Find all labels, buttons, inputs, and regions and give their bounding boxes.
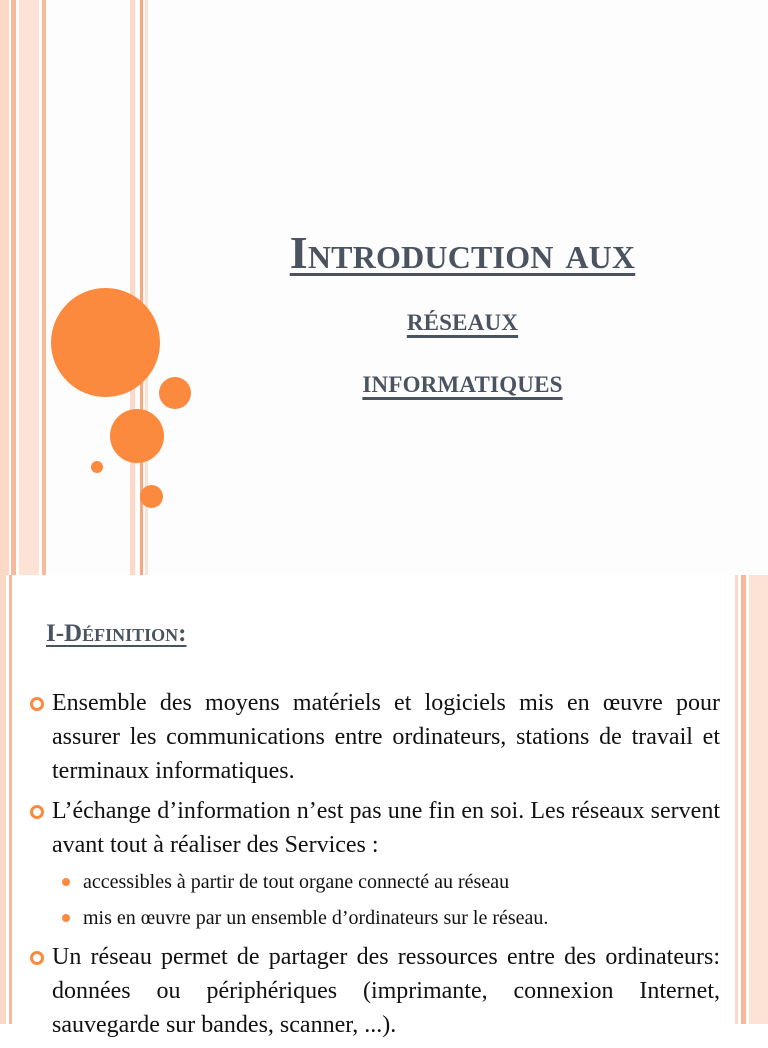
sub-bullet-text: mis en œuvre par un ensemble d’ordinateurs sur le réseau.	[83, 907, 549, 929]
bullet-text: L’échange d’information n’est pas une fin en soi. Les réseaux servent avant tout à réaliser des Services :	[52, 798, 720, 858]
title-line-2: réseaux	[406, 302, 519, 338]
decor-stripe	[735, 575, 738, 1024]
decor-stripe	[11, 0, 16, 575]
decor-stripe	[741, 575, 746, 1024]
decor-circle	[159, 377, 191, 409]
ring-bullet-icon	[30, 697, 44, 711]
dot-bullet-icon	[62, 878, 70, 886]
decor-stripe	[130, 0, 135, 575]
decor-circle	[110, 409, 164, 463]
decor-stripe	[0, 0, 9, 575]
dot-bullet-icon	[62, 914, 70, 922]
sub-list-item	[26, 868, 720, 896]
slide-title	[205, 222, 720, 413]
list-item	[26, 686, 720, 788]
section-heading: I-Définition:	[46, 620, 187, 647]
decor-stripe	[19, 0, 39, 575]
ring-bullet-icon	[30, 951, 44, 965]
list-item	[26, 794, 720, 862]
decor-circle	[91, 461, 103, 473]
decor-circle-large	[51, 288, 160, 397]
title-line-3: informatiques	[362, 364, 563, 400]
list-item	[26, 940, 720, 1042]
bullet-text: Un réseau permet de partager des ressources entre des ordinateurs: données ou périphériques (imprimante, connexion Internet, sauvegarde sur bandes, scanner, ...).	[52, 944, 720, 1038]
decor-stripe	[749, 575, 768, 1024]
sub-bullet-text: accessibles à partir de tout organe connecté au réseau	[83, 871, 510, 893]
decor-stripe	[9, 575, 12, 1024]
definition-slide	[0, 575, 768, 1038]
decor-stripe	[0, 575, 6, 1024]
bullet-list	[26, 686, 720, 1048]
title-line-1: Introduction aux	[289, 227, 636, 278]
bullet-text: Ensemble des moyens matériels et logiciels mis en œuvre pour assurer les communications entre ordinateurs, stations de travail et terminaux informatiques.	[52, 690, 720, 784]
decor-stripe	[42, 0, 46, 575]
sub-list-item	[26, 904, 720, 932]
decor-circle	[140, 485, 163, 508]
ring-bullet-icon	[30, 805, 44, 819]
